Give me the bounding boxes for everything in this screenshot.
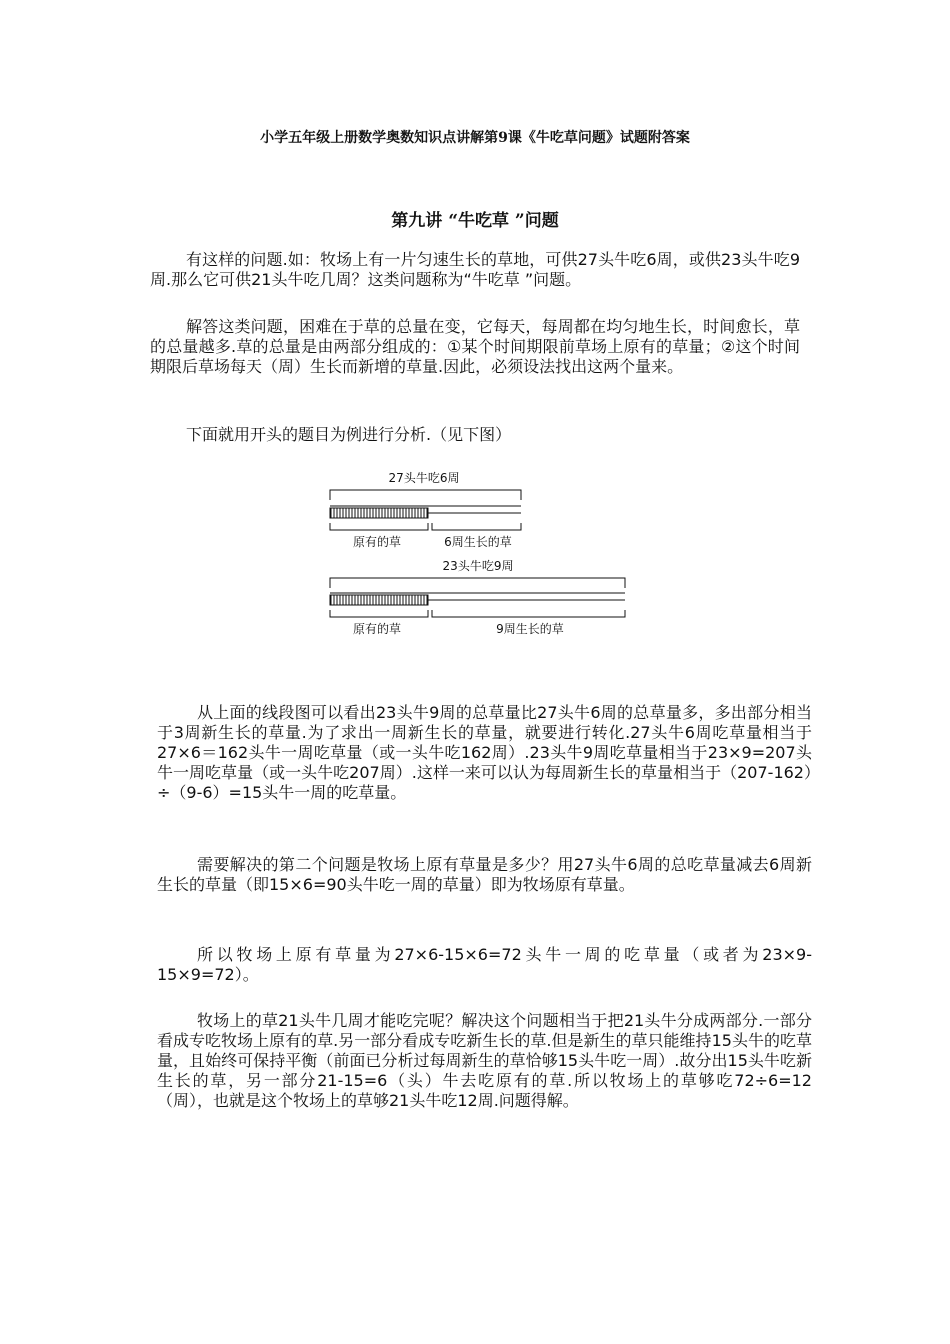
original-grass-bar-1: [330, 508, 428, 518]
paragraph-analysis-intro: 下面就用开头的题目为例进行分析.（见下图）: [186, 425, 512, 444]
paragraph-growth-analysis: 从上面的线段图可以看出23头牛9周的总草量比27头牛6周的总草量多，多出部分相当于3周新生长的草量.为了求出一周新生长的草量，就要进行转化.27头牛6周吃草量相当于27×6＝162头牛一周吃草量（或一头牛吃162周）.23头牛9周吃草量相当于23×9=207头牛一周吃草量（或一头牛吃207周）.这样一来可以认为每周新生长的草量相当于（207-162）÷（9-6）=15头牛一周的吃草量。: [157, 703, 812, 802]
diagram-label-6-weeks-growth: 6周生长的草: [444, 535, 512, 549]
diagram-label-9-weeks-growth: 9周生长的草: [496, 622, 564, 636]
diagram-label-original-grass-1: 原有的草: [352, 535, 402, 549]
bottom-brace-growth-6: [432, 523, 521, 530]
diagram-label-27-cows-6-weeks: 27头牛吃6周: [388, 471, 460, 485]
top-brace-27-cows: [330, 490, 521, 500]
diagram-row-23-cows: [330, 558, 625, 636]
bottom-brace-original-1: [330, 523, 428, 530]
top-brace-23-cows: [330, 578, 625, 588]
diagram-label-original-grass-2: 原有的草: [352, 622, 402, 636]
paragraph-explanation: 解答这类问题，困难在于草的总量在变，它每天，每周都在均匀地生长，时间愈长，草的总量越多.草的总量是由两部分组成的：①某个时间期限前草场上原有的草量；②这个时间期限后草场每天（周）生长而新增的草量.因此，必须设法找出这两个量来。: [150, 317, 800, 376]
diagram-label-23-cows-9-weeks: 23头牛吃9周: [442, 559, 514, 573]
diagram-row-27-cows: [330, 470, 521, 549]
paragraph-intro: 有这样的问题.如：牧场上有一片匀速生长的草地，可供27头牛吃6周，或供23头牛吃9周.那么它可供21头牛吃几周？这类问题称为“牛吃草 ”问题。: [150, 250, 800, 289]
bottom-brace-growth-9: [432, 610, 625, 617]
bottom-brace-original-2: [330, 610, 428, 617]
paragraph-original-result: 所以牧场上原有草量为27×6-15×6=72头牛一周的吃草量（或者为23×9-15×9=72）。: [157, 945, 812, 984]
paragraph-original-grass: 需要解决的第二个问题是牧场上原有草量是多少？用27头牛6周的总吃草量减去6周新生长的草量（即15×6=90头牛吃一周的草量）即为牧场原有草量。: [157, 855, 812, 894]
original-grass-bar-2: [330, 595, 428, 605]
paragraph-final-answer: 牧场上的草21头牛几周才能吃完呢？解决这个问题相当于把21头牛分成两部分.一部分看成专吃牧场上原有的草.另一部分看成专吃新生长的草.但是新生的草只能维持15头牛的吃草量，且始终可保持平衡（前面已分析过每周新生的草恰够15头牛吃一周）.故分出15头牛吃新生长的草，另一部分21-15=6（头）牛去吃原有的草.所以牧场上的草够吃72÷6=12（周），也就是这个牧场上的草够21头牛吃12周.问题得解。: [157, 1011, 812, 1110]
document-title: 小学五年级上册数学奥数知识点讲解第9课《牛吃草问题》试题附答案: [260, 130, 690, 146]
lecture-title: 第九讲 “牛吃草 ”问题: [391, 211, 559, 231]
